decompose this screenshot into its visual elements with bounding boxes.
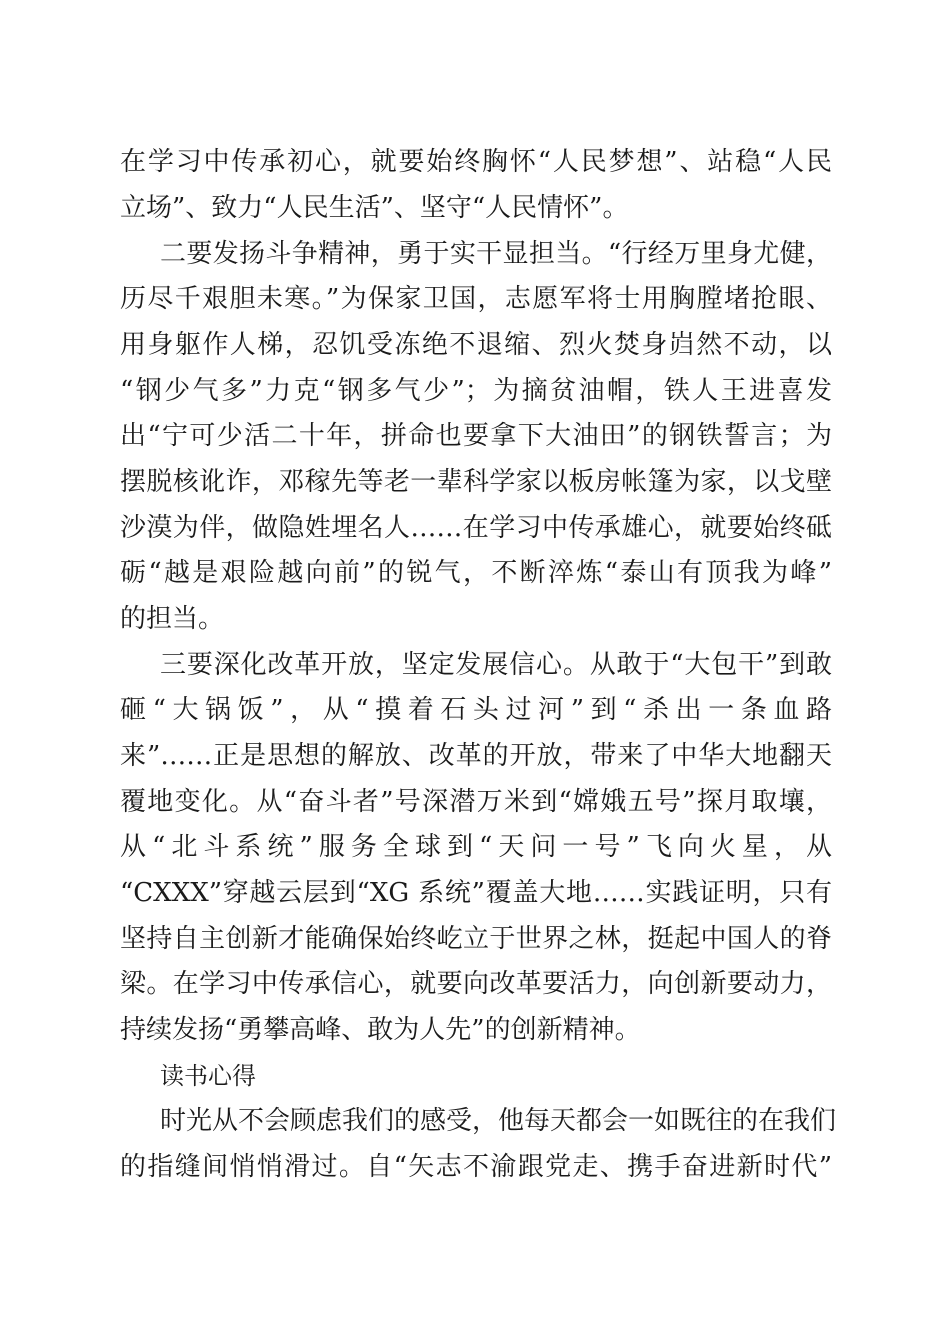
paragraph-1-line-2: 立场”、致力“人民生活”、坚守“人民情怀”。: [120, 193, 629, 223]
paragraph-4-line-1: 时光从不会顾虑我们的感受，他每天都会一如既往的在我们: [160, 1106, 837, 1136]
paragraph-3-line-3: 来”……正是思想的解放、改革的开放，带来了中华大地翻天: [120, 741, 832, 771]
paragraph-3-line-1: 三要深化改革开放，坚定发展信心。从敢于“大包干”到敢: [160, 650, 832, 680]
paragraph-3-line-9: 持续发扬“勇攀高峰、敢为人先”的创新精神。: [120, 1015, 641, 1045]
paragraph-3-line-5: 从“北斗系统”服务全球到“天问一号”飞向火星，从: [120, 832, 832, 862]
paragraph-2-line-8: 砺“越是艰险越向前”的锐气，不断淬炼“泰山有顶我为峰”: [120, 558, 832, 588]
paragraph-2-line-4: “钢少气多”力克“钢多气少”；为摘贫油帽，铁人王进喜发: [120, 376, 832, 406]
paragraph-3-line-4: 覆地变化。从“奋斗者”号深潜万米到“嫦娥五号”探月取壤，: [120, 787, 832, 817]
section-heading: 读书心得: [160, 1062, 256, 1090]
paragraph-4-line-2: 的指缝间悄悄滑过。自“矢志不渝跟党走、携手奋进新时代”: [120, 1152, 832, 1182]
paragraph-3-line-7: 坚持自主创新才能确保始终屹立于世界之林，挺起中国人的脊: [120, 924, 832, 954]
paragraph-3-line-8: 梁。在学习中传承信心，就要向改革要活力，向创新要动力，: [120, 969, 832, 999]
paragraph-3-line-6: “CXXX”穿越云层到“XG 系统”覆盖大地……实践证明，只有: [120, 878, 832, 908]
paragraph-1-line-1: 在学习中传承初心，就要始终胸怀“人民梦想”、站稳“人民: [120, 147, 832, 177]
paragraph-2-line-5: 出“宁可少活二十年，拼命也要拿下大油田”的钢铁誓言；为: [120, 421, 832, 451]
paragraph-3-line-2: 砸“大锅饭”，从“摸着石头过河”到“杀出一条血路: [120, 695, 832, 725]
paragraph-2-line-9: 的担当。: [120, 604, 225, 634]
paragraph-2-line-6: 摆脱核讹诈，邓稼先等老一辈科学家以板房帐篷为家，以戈壁: [120, 467, 832, 497]
paragraph-2-line-1: 二要发扬斗争精神，勇于实干显担当。“行经万里身尤健，: [160, 239, 832, 269]
paragraph-2-line-7: 沙漠为伴，做隐姓埋名人……在学习中传承雄心，就要始终砥: [120, 513, 832, 543]
paragraph-2-line-3: 用身躯作人梯，忍饥受冻绝不退缩、烈火焚身岿然不动，以: [120, 330, 832, 360]
paragraph-2-line-2: 历尽千艰胆未寒。”为保家卫国，志愿军将士用胸膛堵抢眼、: [120, 284, 832, 314]
